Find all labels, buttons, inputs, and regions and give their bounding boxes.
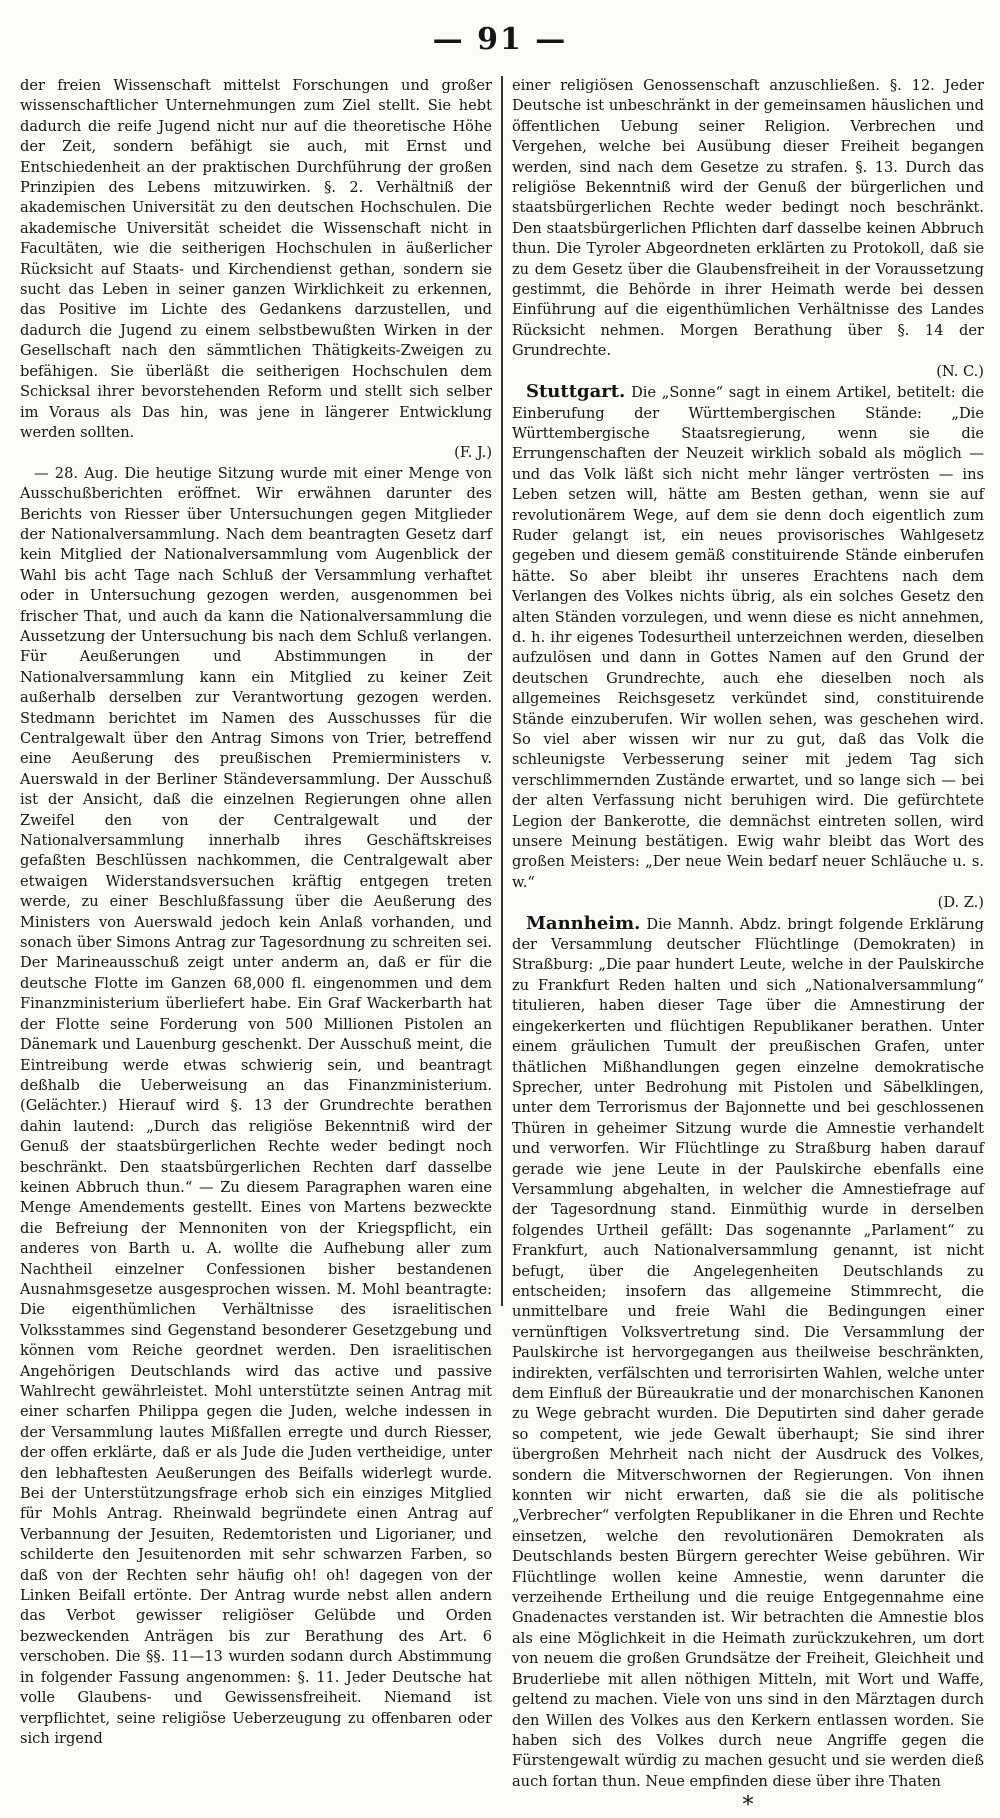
stuttgart-text: Die „Sonne“ sagt in einem Artikel, betitelt: die Einberufung der Württembergischen Stände: „Die Württembergische Staatsregierung, wenn sie die Errungenschaften der Neuzeit wirklich sobald als möglich — und das Volk läßt sich nicht mehr länger vertrösten — ins Leben setzen will, hätte am Besten gethan, wenn sie auf revolutionärem Wege, auf dem sie denn doch eigentlich zum Ruder gelangt ist, ein neues provisorisches Wahlgesetz gegeben und diesem gemäß constituirende Stände einberufen hätte. So aber bleibt ihr unseres Erachtens nach dem Verlangen des Volkes nichts übrig, als ein solches Gesetz den alten Ständen vorzulegen, und wenn diese es nicht annehmen, d. h. ihr eigenes Todesurtheil unterzeichnen werden, dieselben aufzulösen und dann in Gottes Namen auf den Grund der deutschen Grundrechte, auch ehe dieselben noch als allgemeines Reichsgesetz verkündet sind, constituirende Stände einzuberufen. Wir wollen sehen, was geschehen wird. So viel aber wissen wir nur zu gut, daß das Volk die schleunigste Verbesserung seiner mit jedem Tag sich verschlimmernden Zustände erwartet, und so lange sich — bei der alten Verfassung nicht beruhigen wird. Die gefürchtete Legion der Bankerotte, die demnächst eintreten sollen, wird unsere Meinung bestätigen. Ewig wahr bleibt das Wort des großen Meisters: „Der neue Wein bedarf neuer Schläuche u. s. w.“ (511, 384, 984, 891)
mannheim-article (512, 914, 984, 1792)
left-paragraph-2: — 28. Aug. Die heutige Sitzung wurde mit einer Menge von Ausschußberichten eröffnet. Wir erwähnen darunter des Berichts von Riesser über Untersuchungen gegen Mitglieder der Nationalversammlung. Nach dem beantragten Gesetz darf kein Mitglied der Nationalversammlung vom Augenblick der Wahl bis acht Tage nach Schluß der Versammlung verhaftet oder in Untersuchung gezogen werden, ausgenommen bei frischer That, und auch da kann die Nationalversammlung die Aussetzung der Untersuchung bis nach dem Schluß verlangen. Für Aeußerungen und Abstimmungen in der Nationalversammlung kann ein Mitglied zu keiner Zeit außerhalb derselben zur Verantwortung gezogen werden. Stedmann berichtet im Namen des Ausschusses für die Centralgewalt über den Antrag Simons von Trier, betreffend eine Aeußerung des preußischen Premierministers v. Auerswald in der Berliner Ständeversammlung. Der Ausschuß ist der Ansicht, daß die einzelnen Regierungen ohne allen Zweifel den von der Centralgewalt und der Nationalversammlung innerhalb ihres Geschäftskreises gefaßten Beschlüssen nachkommen, die Centralgewalt aber etwaigen Widerstandsversuchen kräftig entgegen treten werde, zu einer Beschlußfassung über die Aeußerung des Ministers von Auerswald jedoch kein Anlaß vorhanden, und sonach über Simons Antrag zur Tagesordnung zu schreiten sei. Der Marineausschuß zeigt unter anderm an, daß er für die deutsche Flotte im Ganzen 68,000 fl. eingenommen und dem Finanzministerium überliefert habe. Ein Graf Wackerbarth hat der Flotte seine Forderung von 500 Millionen Pistolen an Dänemark und Lauenburg geschenkt. Der Ausschuß meint, die Eintreibung werde etwas schwierig sein, und beantragt deßhalb die Ueberweisung an das Finanzministerium. (Gelächter.) Hierauf wird §. 13 der Grundrechte berathen dahin lautend: „Durch das religiöse Bekenntniß wird der Genuß der staatsbürgerlichen Rechte weder bedingt noch beschränkt. Den staatsbürgerlichen Rechten darf dasselbe keinen Abbruch thun.“ — Zu diesem Paragraphen waren eine Menge Amendements gestellt. Eines von Martens bezweckte die Befreiung der Mennoniten von der Kriegspflicht, ein anderes von Barth u. A. wollte die Aufhebung aller zum Nachtheil einzelner Confessionen bisher bestandenen Ausnahmsgesetze ausgesprochen wissen. M. Mohl beantragte: Die eigenthümlichen Verhältnisse des israelitischen Volksstammes sind Gegenstand besonderer Gesetzgebung und können vom Reiche geordnet werden. Den israelitischen Angehörigen Deutschlands wird das active und passive Wahlrecht gewährleistet. Mohl unterstützte seinen Antrag mit einer scharfen Philippa gegen die Juden, welche indessen in der Versammlung lautes Mißfallen erregte und durch Riesser, der offen erklärte, daß er als Jude die Juden vertheidige, unter den lebhaftesten Aeußerungen des Beifalls widerlegt wurde. Bei der Unterstützungsfrage erhob sich ein einziges Mitglied für Mohls Antrag. Rheinwald begründete einen Antrag auf Verbannung der Jesuiten, Redemtoristen und Ligorianer, und schilderte den Jesuitenorden mit sehr schwarzen Farben, so daß von der Rechten sehr häufig oh! oh! dagegen von der Linken Beifall ertönte. Der Antrag wurde nebst allen andern das Verbot gewisser religiöser Gelübde und Orden bezweckenden Anträgen bis zur Berathung des Art. 6 verschoben. Die §§. 11—13 wurden sodann durch Abstimmung in folgender Fassung angenommen: §. 11. Jeder Deutsche hat volle Glaubens- und Gewissensfreiheit. Niemand ist verpflichtet, seine religiöse Ueberzeugung zu offenbaren oder sich irgend (20, 464, 493, 1747)
stuttgart-article (512, 382, 984, 893)
left-column (20, 76, 501, 1747)
left-paragraph-1: der freien Wissenschaft mittelst Forschungen und großer wissenschaftlicher Unternehmungen zum Ziel stellt. Sie hebt dadurch die reife Jugend nicht nur auf die theoretische Höhe der Zeit, sondern befähigt sie auch, mit Ernst und Entschiedenheit an der praktischen Durchführung der großen Prinzipien des Lebens mitzuwirken. §. 2. Verhältniß der akademischen Universität zu den deutschen Hochschulen. Die akademische Universität scheidet die Wissenschaft nicht in Facultäten, wie die seitherigen Hochschulen in äußerlicher Rücksicht auf Staats- und Kirchendienst gethan, sondern sie sucht das Leben in seiner ganzen Wirklichkeit zu erkennen, das Positive im Lichte des Gedankens darzustellen, und dadurch die Jugend zu einem selbstbewußten Wirken in der Gesellschaft nach den sämmtlichen Thätigkeits-Zweigen zu befähigen. Sie überläßt die seitherigen Hochschulen dem Schicksal ihrer bevorstehenden Reform und stellt sich selber im Voraus als Das hin, was jene in längerer Entwicklung werden sollten. (20, 77, 493, 441)
mannheim-heading: Mannheim. (525, 912, 641, 934)
stuttgart-heading: Stuttgart. (525, 381, 626, 403)
left-signature-1: (F. J.) (454, 444, 493, 462)
footer-mark: * (742, 1793, 754, 1818)
page-number: — 91 — (432, 22, 568, 57)
mannheim-text: Die Mannh. Abdz. bringt folgende Erklärung der Versammlung deutscher Flüchtlinge (Demokraten) in Straßburg: „Die paar hundert Leute, welche in der Paulskirche zu Frankfurt Reden halten und sich „Nationalversammlung“ titulieren, haben dieser Tage über die Amnestirung der eingekerkerten und flüchtigen Republikaner berathen. Unter einem gräulichen Tumult der preußischen Grafen, unter thätlichen Mißhandlungen gegen einzelne demokratische Sprecher, unter Bedrohung mit Pistolen und Säbelklingen, unter dem Terrorismus der Bajonnette und bei geschlossenen Thüren in geheimer Sitzung wurde die Amnestie verhandelt und verworfen. Wir Flüchtlinge zu Straßburg haben darauf gerade wie jene Leute in der Paulskirche ebenfalls eine Versammlung abgehalten, in welcher die Amnestiefrage auf der Tagesordnung stand. Einmüthig wurde in derselben folgendes Urtheil gefällt: Das sogenannte „Parlament“ zu Frankfurt, auch Nationalversammlung genannt, ist nicht befugt, über die Angelegenheiten Deutschlands zu entscheiden; insofern das allgemeine Stimmrecht, die unmittelbare und freie Wahl die Bedingungen einer vernünftigen Volksvertretung sind. Die Versammlung der Paulskirche ist hervorgegangen aus theilweise beschränkten, indirekten, verfälschten und terrorisirten Wahlen, welche unter dem Einfluß der Büreaukratie und der monarchischen Kanonen zu Wege gebracht wurden. Die Deputirten sind daher gerade so competent, wie jede Gewalt überhaupt; Sie sind ihrer übergroßen Mehrheit nach nicht der Ausdruck des Volkes, sondern die Mitverschwornen der Regierungen. Von ihnen konnten wir nicht erwarten, daß sie die als politische „Verbrecher“ verfolgten Republikaner in die Ehren und Rechte einsetzen, welche den revolutionären Demokraten als Deutschlands besten Bürgern gerechter Weise gebühren. Wir Flüchtlinge wollen keine Amnestie, wenn darunter die verzeihende Ertheilung und die reuige Entgegennahme eine Gnadenactes verstanden ist. Wir betrachten die Amnestie blos als eine Möglichkeit in die Heimath zurückzukehren, um dort von neuem die großen Grundsätze der Freiheit, Gleichheit und Bruderliebe mit allen nöthigen Mitteln, mit Wort und Waffe, geltend zu machen. Viele von uns sind in den Märztagen durch den Willen des Volkes aus den Kerkern entlassen worden. Sie haben sich des Volkes durch neue Angriffe gegen die Fürstengewalt würdig zu machen gesucht und sie werden dieß auch fortan thun. Neue empfinden diese über ihre Thaten (511, 915, 984, 1790)
right-signature-1: (N. C.) (936, 362, 984, 380)
text-columns (20, 76, 984, 1818)
right-paragraph-1: einer religiösen Genossenschaft anzuschließen. §. 12. Jeder Deutsche ist unbeschränkt in der gemeinsamen häuslichen und öffentlichen Uebung seiner Religion. Verbrechen und Vergehen, welche bei Ausübung dieser Freiheit begangen werden, sind nach dem Gesetze zu strafen. §. 13. Durch das religiöse Bekenntniß wird der Genuß der bürgerlichen und staatsbürgerlichen Rechte weder bedingt noch beschränkt. Den staatsbürgerlichen Pflichten darf dasselbe keinen Abbruch thun. Die Tyroler Abgeordneten erklärten zu Protokoll, daß sie zu dem Gesetz über die Glaubensfreiheit in der Voraussetzung gestimmt, die Behörde in ihrer Heimath werde bei dessen Einführung auf die eigenthümlichen Verhältnisse des Landes Rücksicht nehmen. Morgen Berathung über §. 14 der Grundrechte. (511, 77, 984, 360)
right-column (503, 76, 984, 1818)
stuttgart-signature: (D. Z.) (937, 894, 984, 912)
